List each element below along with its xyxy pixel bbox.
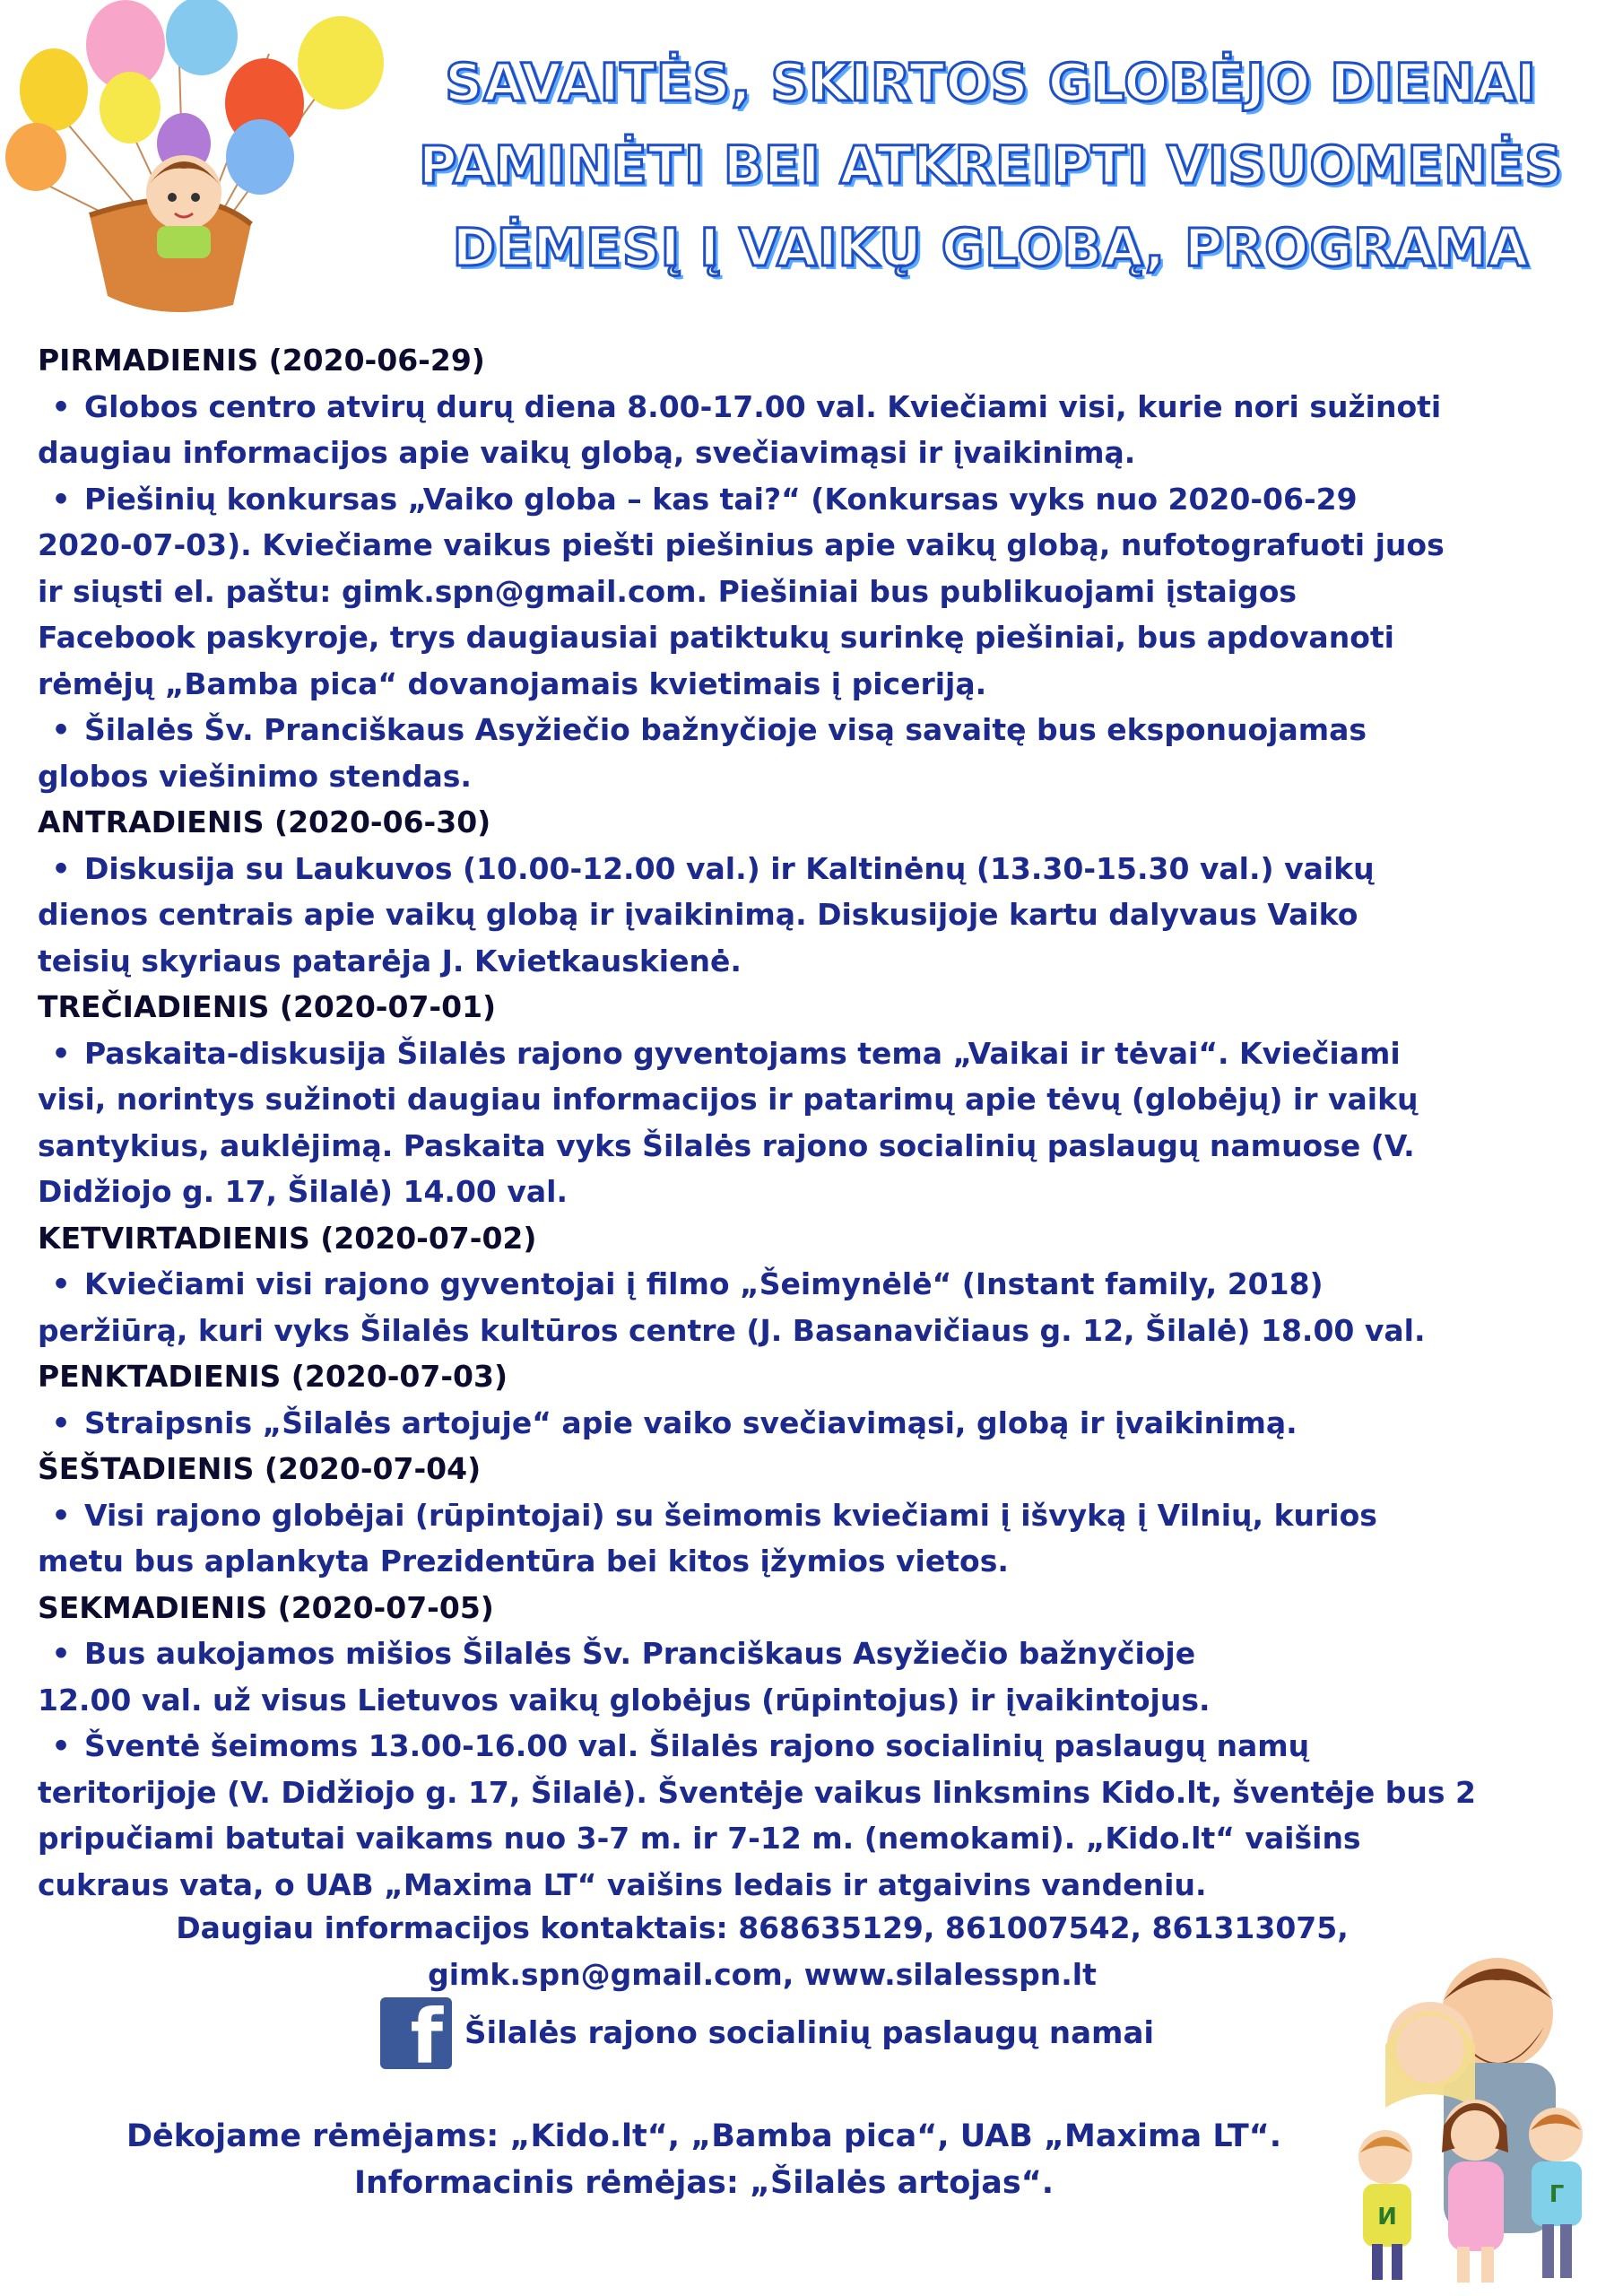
day-heading: PIRMADIENIS (2020-06-29): [38, 343, 485, 378]
program-item-text: 2020-07-03). Kviečiame vaikus piešti piešinius apie vaikų globą, nufotografuoti juos: [38, 527, 1445, 562]
program-item-continued: [38, 753, 1598, 800]
program-item: [38, 476, 1598, 523]
contacts-web: gimk.spn@gmail.com, www.silalesspn.lt: [428, 1957, 1097, 1992]
program-item-text: Paskaita-diskusija Šilalės rajono gyventojams tema „Vaikai ir tėvai“. Kviečiami: [84, 1035, 1401, 1071]
bullet-icon: •: [51, 1497, 71, 1533]
day-heading: ŠEŠTADIENIS (2020-07-04): [38, 1451, 482, 1486]
sponsors-line: Dėkojame rėmėjams: „Kido.lt“, „Bamba pica“, UAB „Maxima LT“.: [126, 2118, 1281, 2154]
program-item: [38, 1492, 1598, 1539]
facebook-link[interactable]: [380, 1993, 1155, 2081]
shirt-letter: И: [1377, 2204, 1397, 2231]
program-item: [38, 1400, 1598, 1447]
title-line: DĖMESĮ Į VAIKŲ GLOBĄ, PROGRAMA: [452, 217, 1530, 278]
program-item-continued: [38, 661, 1598, 708]
program-item-text: Diskusija su Laukuvos (10.00-12.00 val.) ir Kaltinėnų (13.30-15.30 val.) vaikų: [84, 850, 1375, 886]
program-item-continued: [38, 1770, 1598, 1816]
program-item-continued: [38, 1862, 1598, 1909]
program-item-text: pripučiami batutai vaikams nuo 3-7 m. ir 7-12 m. (nemokami). „Kido.lt“ vaišins: [38, 1821, 1361, 1856]
bullet-icon: •: [51, 1266, 71, 1301]
sponsors-block: [117, 2113, 1291, 2206]
program-item-continued: [38, 1815, 1598, 1862]
program-item: [38, 384, 1598, 430]
bullet-icon: •: [51, 1405, 71, 1440]
program-item-text: Visi rajono globėjai (rūpintojai) su šeimomis kviečiami į išvyką į Vilnių, kurios: [84, 1497, 1377, 1533]
facebook-label: Šilalės rajono socialinių paslaugų namai: [464, 2015, 1155, 2051]
program-item-text: visi, norintys sužinoti daugiau informacijos ir patarimų apie tėvų (globėjų) ir vaikų: [38, 1082, 1419, 1117]
program-item: [38, 1261, 1598, 1308]
program-item: [38, 1723, 1598, 1770]
contacts-phones: Daugiau informacijos kontaktais: 868635129, 861007542, 861313075,: [176, 1910, 1349, 1945]
facebook-icon: f: [380, 1997, 452, 2069]
program-item-text: 12.00 val. už visus Lietuvos vaikų globėjus (rūpintojus) ir įvaikintojus.: [38, 1682, 1211, 1718]
program-item-continued: [38, 938, 1598, 985]
program-item-continued: [38, 522, 1598, 569]
bullet-icon: •: [51, 850, 71, 886]
program-item-continued: [38, 1538, 1598, 1585]
program-item-text: peržiūrą, kuri vyks Šilalės kultūros centre (J. Basanavičiaus g. 12, Šilalė) 18.00 val.: [38, 1312, 1426, 1348]
program-item-text: Šventė šeimoms 13.00-16.00 val. Šilalės rajono socialinių paslaugų namų: [84, 1728, 1310, 1763]
program-item-text: metu bus aplankyta Prezidentūra bei kitos įžymios vietos.: [38, 1544, 1009, 1578]
program-item-continued: [38, 1076, 1598, 1123]
family-illustration: [1345, 1928, 1605, 2287]
bullet-icon: •: [51, 388, 71, 424]
program-item-text: Globos centro atvirų durų diena 8.00-17.00 val. Kviečiami visi, kurie nori sužinoti: [84, 388, 1442, 424]
program-item: [38, 1031, 1598, 1077]
day-heading: ANTRADIENIS (2020-06-30): [38, 804, 491, 839]
program-item: [38, 1631, 1598, 1677]
program-item-text: teritorijoje (V. Didžiojo g. 17, Šilalė). Šventėje vaikus linksmins Kido.lt, šventėje bus 2: [38, 1774, 1476, 1810]
program-item-text: Šilalės Šv. Pranciškaus Asyžiečio bažnyčioje visą savaitę bus eksponuojamas: [84, 712, 1367, 747]
day-heading: KETVIRTADIENIS (2020-07-02): [38, 1220, 537, 1256]
program-item-text: Bus aukojamos mišios Šilalės Šv. Pranciškaus Asyžiečio bažnyčioje: [84, 1636, 1196, 1671]
info-sponsor-line: Informacinis rėmėjas: „Šilalės artojas“.: [353, 2165, 1055, 2201]
title-line: SAVAITĖS, SKIRTOS GLOBĖJO DIENAI: [445, 52, 1537, 113]
program-item: [38, 707, 1598, 753]
bullet-icon: •: [51, 1728, 71, 1763]
page-title: [377, 41, 1605, 289]
shirt-letter: Г: [1549, 2181, 1565, 2208]
program-item-continued: [38, 430, 1598, 476]
program-item: [38, 846, 1598, 892]
bullet-icon: •: [51, 712, 71, 747]
program-item-continued: [38, 614, 1598, 661]
program-item-text: Kviečiami visi rajono gyventojai į filmo „Šeimynėlė“ (Instant family, 2018): [84, 1266, 1324, 1301]
program-item-text: cukraus vata, o UAB „Maxima LT“ vaišins ledais ir atgaivins vandeniu.: [38, 1866, 1207, 1902]
program-item-text: dienos centrais apie vaikų globą ir įvaikinimą. Diskusijoje kartu dalyvaus Vaiko: [38, 897, 1358, 932]
program-item-text: santykius, auklėjimą. Paskaita vyks Šilalės rajono socialinių paslaugų namuose (V.: [38, 1127, 1415, 1163]
program-item-text: Facebook paskyroje, trys daugiausiai patiktukų surinkę piešiniai, bus apdovanoti: [38, 620, 1394, 655]
bullet-icon: •: [51, 1636, 71, 1671]
contacts-block: [117, 1905, 1408, 1998]
program-item-text: Piešinių konkursas „Vaiko globa – kas tai?“ (Konkursas vyks nuo 2020-06-29: [84, 481, 1358, 517]
program-item-text: globos viešinimo stendas.: [38, 758, 472, 794]
program-item-text: ir siųsti el. paštu: gimk.spn@gmail.com. Piešiniai bus publikuojami įstaigos: [38, 573, 1298, 609]
program-item-continued: [38, 1308, 1598, 1354]
balloons-illustration: [0, 0, 430, 323]
weekly-program: [38, 337, 1598, 1908]
program-item-text: rėmėjų „Bamba pica“ dovanojamais kvietimais į piceriją.: [38, 665, 987, 701]
program-item-text: Didžiojo g. 17, Šilalė) 14.00 val.: [38, 1174, 568, 1209]
program-item-continued: [38, 891, 1598, 938]
title-line: PAMINĖTI BEI ATKREIPTI VISUOMENĖS: [419, 135, 1563, 196]
program-item-continued: [38, 1677, 1598, 1724]
day-heading: PENKTADIENIS (2020-07-03): [38, 1359, 508, 1394]
program-item-continued: [38, 1123, 1598, 1170]
day-heading: SEKMADIENIS (2020-07-05): [38, 1589, 494, 1625]
day-heading: TREČIADIENIS (2020-07-01): [38, 989, 497, 1024]
program-item-text: teisių skyriaus patarėja J. Kvietkauskienė.: [38, 943, 742, 978]
program-item-text: Straipsnis „Šilalės artojuje“ apie vaiko svečiavimąsi, globą ir įvaikinimą.: [84, 1405, 1298, 1440]
program-item-continued: [38, 1169, 1598, 1215]
bullet-icon: •: [51, 481, 71, 517]
program-item-continued: [38, 569, 1598, 615]
bullet-icon: •: [51, 1035, 71, 1071]
program-item-text: daugiau informacijos apie vaikų globą, svečiavimąsi ir įvaikinimą.: [38, 435, 1136, 470]
